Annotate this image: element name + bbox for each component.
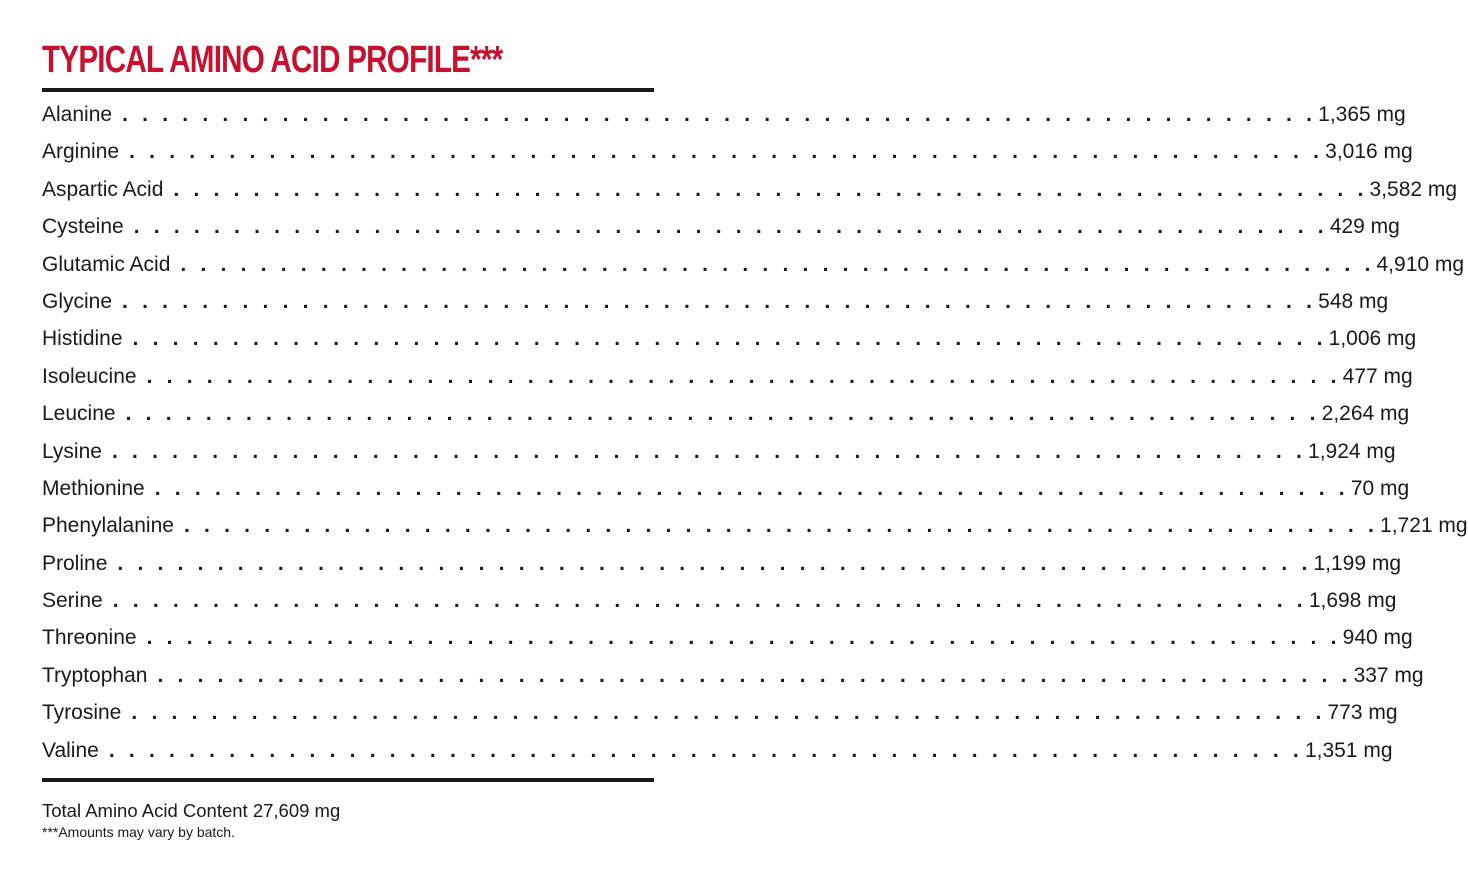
amino-acid-amount: 337 mg: [1353, 663, 1424, 687]
amino-acid-name: Leucine: [42, 402, 116, 426]
amino-acid-list: [42, 96, 1468, 769]
amino-acid-amount: 3,016 mg: [1325, 140, 1413, 164]
list-item: [42, 246, 1465, 283]
amino-acid-name: Arginine: [42, 140, 120, 164]
amino-acid-name: Tyrosine: [42, 701, 122, 725]
list-item: [42, 582, 1397, 619]
dot-leader: . . . . . . . . . . . . . . . . . . . . . . . . . . . . . . . . . . . . . . . . . . . . . . . . . . . . . . . . . . . .: [133, 215, 1328, 239]
list-item: [42, 507, 1468, 544]
dot-leader: . . . . . . . . . . . . . . . . . . . . . . . . . . . . . . . . . . . . . . . . . . . . . . . . . . . . . . . . . . . .: [122, 103, 1317, 126]
top-divider: [42, 88, 654, 92]
list-item: [42, 732, 1393, 769]
list-item: [42, 470, 1410, 507]
list-item: [42, 395, 1410, 432]
dot-leader: . . . . . . . . . . . . . . . . . . . . . . . . . . . . . . . . . . . . . . . . . . . . . . . . . . . . . . . . . . . .: [117, 551, 1312, 575]
batch-footnote: ***Amounts may vary by batch.: [42, 824, 235, 841]
amino-acid-amount: 1,924 mg: [1308, 439, 1396, 463]
list-item: [42, 694, 1398, 731]
dot-leader: . . . . . . . . . . . . . . . . . . . . . . . . . . . . . . . . . . . . . . . . . . . . . . . . . . . . . . . . . . . .: [111, 439, 1307, 463]
amino-acid-amount: 1,698 mg: [1308, 589, 1397, 613]
amino-acid-amount: 70 mg: [1350, 476, 1410, 500]
amino-acid-name: Valine: [42, 738, 99, 762]
dot-leader: . . . . . . . . . . . . . . . . . . . . . . . . . . . . . . . . . . . . . . . . . . . . . . . . . . . . . . . . . . . .: [112, 589, 1307, 613]
bottom-divider: [42, 778, 654, 782]
amino-acid-name: Tryptophan: [42, 663, 148, 687]
amino-acid-name: Glutamic Acid: [42, 252, 171, 276]
amino-acid-amount: 940 mg: [1342, 626, 1413, 650]
dot-leader: . . . . . . . . . . . . . . . . . . . . . . . . . . . . . . . . . . . . . . . . . . . . . . . . . . . . . . . . . . . .: [157, 663, 1352, 687]
page-title: TYPICAL AMINO ACID PROFILE***: [42, 39, 503, 81]
dot-leader: . . . . . . . . . . . . . . . . . . . . . . . . . . . . . . . . . . . . . . . . . . . . . . . . . . . . . . . . . . . .: [183, 514, 1379, 538]
list-item: [42, 358, 1413, 395]
list-item: [42, 433, 1396, 470]
amino-acid-name: Glycine: [42, 289, 113, 313]
amino-acid-name: Phenylalanine: [42, 514, 174, 538]
amino-acid-amount: 1,351 mg: [1304, 738, 1393, 762]
amino-acid-name: Methionine: [42, 476, 145, 500]
amino-acid-name: Lysine: [42, 439, 102, 463]
amino-acid-amount: 4,910 mg: [1376, 252, 1465, 276]
dot-leader: . . . . . . . . . . . . . . . . . . . . . . . . . . . . . . . . . . . . . . . . . . . . . . . . . . . . . . . . . . . .: [173, 177, 1368, 201]
total-amino-acid-content: Total Amino Acid Content 27,609 mg: [42, 800, 341, 822]
dot-leader: . . . . . . . . . . . . . . . . . . . . . . . . . . . . . . . . . . . . . . . . . . . . . . . . . . . . . . . . . . . .: [129, 140, 1324, 164]
list-item: [42, 96, 1406, 133]
dot-leader: . . . . . . . . . . . . . . . . . . . . . . . . . . . . . . . . . . . . . . . . . . . . . . . . . . . . . . . . . . . .: [125, 402, 1320, 426]
list-item: [42, 208, 1400, 245]
list-item: [42, 171, 1458, 208]
amino-acid-name: Histidine: [42, 327, 123, 351]
amino-acid-name: Isoleucine: [42, 364, 137, 388]
amino-acid-name: Threonine: [42, 626, 137, 650]
amino-acid-amount: 3,582 mg: [1369, 177, 1458, 201]
list-item: [42, 545, 1402, 582]
amino-acid-name: Alanine: [42, 103, 113, 126]
dot-leader: . . . . . . . . . . . . . . . . . . . . . . . . . . . . . . . . . . . . . . . . . . . . . . . . . . . . . . . . . . . .: [131, 701, 1326, 725]
amino-acid-name: Proline: [42, 551, 108, 575]
amino-acid-amount: 2,264 mg: [1321, 402, 1410, 426]
dot-leader: . . . . . . . . . . . . . . . . . . . . . . . . . . . . . . . . . . . . . . . . . . . . . . . . . . . . . . . . . . . .: [122, 289, 1317, 313]
list-item: [42, 283, 1389, 320]
amino-acid-amount: 477 mg: [1342, 364, 1413, 388]
list-item: [42, 657, 1424, 694]
amino-acid-profile-panel: [42, 36, 1468, 841]
amino-acid-name: Aspartic Acid: [42, 177, 164, 201]
dot-leader: . . . . . . . . . . . . . . . . . . . . . . . . . . . . . . . . . . . . . . . . . . . . . . . . . . . . . . . . . . . .: [180, 252, 1375, 276]
amino-acid-amount: 1,006 mg: [1328, 327, 1417, 351]
amino-acid-name: Cysteine: [42, 215, 124, 239]
dot-leader: . . . . . . . . . . . . . . . . . . . . . . . . . . . . . . . . . . . . . . . . . . . . . . . . . . . . . . . . . . . .: [108, 738, 1303, 762]
list-item: [42, 320, 1417, 357]
dot-leader: . . . . . . . . . . . . . . . . . . . . . . . . . . . . . . . . . . . . . . . . . . . . . . . . . . . . . . . . . . . .: [146, 364, 1341, 388]
amino-acid-name: Serine: [42, 589, 103, 613]
amino-acid-amount: 429 mg: [1329, 215, 1400, 239]
amino-acid-amount: 1,365 mg: [1318, 103, 1406, 126]
amino-acid-amount: 773 mg: [1327, 701, 1398, 725]
dot-leader: . . . . . . . . . . . . . . . . . . . . . . . . . . . . . . . . . . . . . . . . . . . . . . . . . . . . . . . . . . . .: [154, 476, 1349, 500]
list-item: [42, 133, 1413, 170]
list-item: [42, 619, 1413, 656]
amino-acid-amount: 548 mg: [1318, 289, 1389, 313]
dot-leader: . . . . . . . . . . . . . . . . . . . . . . . . . . . . . . . . . . . . . . . . . . . . . . . . . . . . . . . . . . . .: [146, 626, 1341, 650]
amino-acid-amount: 1,721 mg: [1380, 514, 1468, 538]
amino-acid-amount: 1,199 mg: [1313, 551, 1402, 575]
dot-leader: . . . . . . . . . . . . . . . . . . . . . . . . . . . . . . . . . . . . . . . . . . . . . . . . . . . . . . . . . . . .: [132, 327, 1327, 351]
